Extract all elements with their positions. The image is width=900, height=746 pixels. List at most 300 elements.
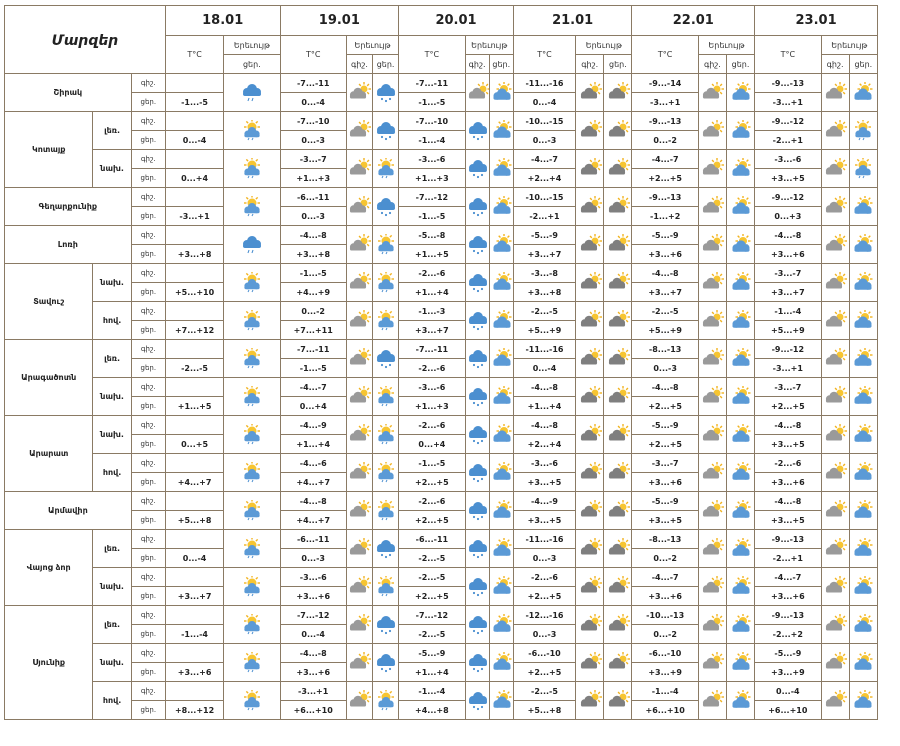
temp-cell: -1...-5: [399, 207, 465, 226]
temp-cell: -7...-10: [280, 112, 346, 131]
sun-rain-icon: [240, 652, 264, 671]
night-icon-cell: [346, 530, 372, 568]
table-row: [5, 226, 878, 245]
temp-cell-18: +5...+8: [165, 511, 223, 530]
day-icon-cell: [849, 264, 877, 302]
temp-cell: 0...-3: [513, 131, 575, 150]
temp-cell: +3...+6: [632, 587, 698, 606]
sun-cloud-icon: [490, 158, 514, 177]
night-icon-cell: [821, 264, 849, 302]
temp-cell: 0...-2: [280, 302, 346, 321]
temp-cell-18: +5...+10: [165, 283, 223, 302]
sun-rain-icon: [240, 386, 264, 405]
night-icon-cell: [346, 302, 372, 340]
sun-cloud-icon: [729, 462, 753, 481]
cloud-sun-icon: [700, 462, 724, 481]
night-icon-cell: [821, 226, 849, 264]
cloud-moon-icon: [606, 158, 630, 177]
day-icon-cell: [604, 150, 632, 188]
cloud-sun-icon: [700, 386, 724, 405]
period-label: գիշ.: [131, 226, 165, 245]
temp-cell: -9...-12: [755, 340, 821, 359]
day-icon-cell: [726, 112, 754, 150]
temp-cell-18: 0...+5: [165, 435, 223, 454]
temp-cell: +4...+7: [280, 511, 346, 530]
temp-cell: -8...-13: [632, 530, 698, 549]
cloud-moon-icon: [606, 310, 630, 329]
period-label: գիշ.: [131, 150, 165, 169]
temp-cell: -1...-4: [632, 682, 698, 701]
temp-cell: -2...-6: [399, 416, 465, 435]
temp-cell: -5...-8: [399, 226, 465, 245]
temp-cell: -2...-5: [399, 625, 465, 644]
cloud-sun-icon: [347, 82, 371, 101]
temp-cell: -4...-7: [513, 150, 575, 169]
temp-cell: 0...-3: [513, 549, 575, 568]
sun-cloud-icon: [729, 538, 753, 557]
night-icon-cell: [698, 226, 726, 264]
temp-cell: -4...-8: [755, 416, 821, 435]
night-icon-cell: [576, 188, 604, 226]
period-label: ցեր.: [131, 663, 165, 682]
night-icon-cell: [821, 644, 849, 682]
night-icon-cell: [821, 112, 849, 150]
temp-cell: -2...-5: [399, 549, 465, 568]
cloud-snow-icon: [466, 424, 490, 443]
zone-name: նախ.: [93, 150, 131, 188]
zone-name: նախ.: [93, 264, 131, 302]
cloud-snow-icon: [466, 614, 490, 633]
sun-rain-icon: [374, 386, 398, 405]
day-icon-cell: [849, 644, 877, 682]
sun-cloud-icon: [851, 386, 875, 405]
forecast-table: [4, 5, 878, 720]
day-icon-cell: [849, 416, 877, 454]
cloud-snow-icon: [466, 348, 490, 367]
table-row: [5, 74, 878, 93]
night-icon-cell: [346, 340, 372, 378]
cloud-moon-icon: [606, 614, 630, 633]
day-icon-cell: [726, 682, 754, 720]
temp-cell: -4...-7: [632, 150, 698, 169]
temp-cell-18: +3...+8: [165, 245, 223, 264]
temp-cell-18: [165, 302, 223, 321]
zone-name: նախ.: [93, 644, 131, 682]
cloud-sun-icon: [823, 538, 847, 557]
day-icon-cell: [489, 302, 513, 340]
temp-cell: +5...+9: [632, 321, 698, 340]
cloud-sun-icon: [347, 576, 371, 595]
sun-cloud-icon: [729, 614, 753, 633]
temp-cell: -2...-5: [513, 302, 575, 321]
day-icon-cell: [373, 606, 399, 644]
temp-cell-18: [165, 530, 223, 549]
temp-cell-18: [165, 340, 223, 359]
day-icon-cell: [489, 530, 513, 568]
cloud-rain-icon: [240, 234, 264, 253]
cloud-sun-icon: [347, 120, 371, 139]
temp-cell: 0...+3: [755, 207, 821, 226]
temp-cell-18: [165, 112, 223, 131]
region-name: Սյունիք: [5, 606, 93, 720]
night-icon-cell: [576, 644, 604, 682]
cloud-sun-icon: [347, 462, 371, 481]
sun-cloud-icon: [851, 500, 875, 519]
night-icon-cell: [698, 112, 726, 150]
sun-cloud-icon: [851, 652, 875, 671]
cloud-moon-icon: [606, 576, 630, 595]
night-icon-cell: [698, 606, 726, 644]
sun-rain-icon: [240, 614, 264, 633]
temp-cell: -6...-11: [280, 188, 346, 207]
zone-name: լեռ.: [93, 112, 131, 150]
zone-name: լեռ.: [93, 606, 131, 644]
temp-cell: 0...-2: [632, 549, 698, 568]
night-icon-cell: [465, 150, 489, 188]
night-icon-cell: [465, 302, 489, 340]
day-icon-cell: [849, 530, 877, 568]
cloud-snow-icon: [466, 234, 490, 253]
temp-cell: +1...+4: [399, 283, 465, 302]
day-icon-cell: [489, 112, 513, 150]
weather-icon-cell: [224, 416, 280, 454]
table-row: [5, 112, 878, 131]
cloud-sun-icon: [823, 462, 847, 481]
table-row: [5, 454, 878, 473]
sun-cloud-icon: [490, 348, 514, 367]
period-label: ցեր.: [131, 359, 165, 378]
temp-cell: +3...+9: [632, 663, 698, 682]
night-icon-cell: [346, 568, 372, 606]
temp-cell: 0...-4: [755, 682, 821, 701]
cloud-snow-icon: [374, 614, 398, 633]
temp-cell: +2...+5: [399, 587, 465, 606]
temp-cell: -1...-5: [280, 359, 346, 378]
cloud-snow-icon: [466, 538, 490, 557]
cloud-sun-icon: [700, 310, 724, 329]
temp-cell: -3...-6: [399, 150, 465, 169]
period-label: ցեր.: [131, 587, 165, 606]
night-icon-cell: [346, 492, 372, 530]
day-icon-cell: [604, 530, 632, 568]
temp-cell: -5...-9: [513, 226, 575, 245]
sun-cloud-icon: [490, 386, 514, 405]
temp-cell: -2...+2: [755, 625, 821, 644]
cloud-sun-icon: [347, 348, 371, 367]
sun-rain-icon: [240, 158, 264, 177]
temp-cell: -4...-8: [755, 226, 821, 245]
day-icon-cell: [849, 454, 877, 492]
temp-cell: +3...+6: [632, 245, 698, 264]
temp-cell: -3...-6: [755, 150, 821, 169]
zone-name: նախ.: [93, 416, 131, 454]
temp-cell: -3...+1: [755, 93, 821, 112]
night-icon-cell: [821, 606, 849, 644]
sun-cloud-icon: [490, 120, 514, 139]
day-icon-cell: [489, 568, 513, 606]
day-icon-cell: [373, 378, 399, 416]
temp-cell: -2...-6: [399, 492, 465, 511]
day-icon-cell: [849, 682, 877, 720]
temp-cell: -7...-11: [280, 340, 346, 359]
cloud-sun-icon: [347, 690, 371, 709]
temp-cell: +2...+5: [399, 511, 465, 530]
temp-cell: 0...+4: [280, 397, 346, 416]
temp-cell: 0...-4: [280, 93, 346, 112]
temp-cell: +4...+8: [399, 701, 465, 720]
temp-cell-18: +1...+5: [165, 397, 223, 416]
cloud-moon-icon: [578, 652, 602, 671]
temp-cell: +2...+4: [513, 435, 575, 454]
temp-cell: -12...-16: [513, 606, 575, 625]
night-icon-cell: [698, 416, 726, 454]
date-header-18: 18.01: [165, 6, 280, 36]
temp-cell-18: [165, 454, 223, 473]
cloud-sun-icon: [347, 310, 371, 329]
day-icon-cell: [373, 492, 399, 530]
temp-cell: -1...+2: [632, 207, 698, 226]
night-icon-cell: [465, 340, 489, 378]
cloud-moon-icon: [578, 272, 602, 291]
temp-cell-18: [165, 606, 223, 625]
cloud-sun-icon: [347, 234, 371, 253]
day-icon-cell: [604, 188, 632, 226]
night-icon-cell: [346, 188, 372, 226]
day-icon-cell: [604, 302, 632, 340]
temp-cell: +3...+5: [632, 511, 698, 530]
weather-icon-cell: [224, 112, 280, 150]
cloud-snow-icon: [466, 690, 490, 709]
temp-cell: +3...+6: [755, 245, 821, 264]
night-icon-cell: [698, 264, 726, 302]
temp-cell-18: -2...-5: [165, 359, 223, 378]
day-icon-cell: [849, 606, 877, 644]
temp-cell: -10...-13: [632, 606, 698, 625]
cloud-sun-icon: [823, 234, 847, 253]
cloud-sun-icon: [347, 272, 371, 291]
zone-name: նախ.: [93, 378, 131, 416]
day-icon-cell: [489, 644, 513, 682]
period-label: ցեր.: [131, 169, 165, 188]
period-label: գիշ.: [131, 682, 165, 701]
cloud-sun-icon: [700, 652, 724, 671]
night-icon-cell: [576, 378, 604, 416]
sun-cloud-icon: [851, 310, 875, 329]
night-icon-cell: [465, 454, 489, 492]
night-icon-cell: [821, 150, 849, 188]
temp-cell: -7...-11: [399, 74, 465, 93]
temp-header: T°C: [632, 36, 698, 74]
temp-cell: -3...-6: [399, 378, 465, 397]
temp-cell: +5...+9: [755, 321, 821, 340]
day-icon-cell: [849, 150, 877, 188]
temp-cell: 0...-3: [280, 207, 346, 226]
day-icon-cell: [489, 74, 513, 112]
night-icon-cell: [465, 188, 489, 226]
day-icon-cell: [489, 378, 513, 416]
temp-cell-18: 0...+4: [165, 169, 223, 188]
temp-cell: 0...-4: [513, 93, 575, 112]
period-label: գիշ.: [131, 644, 165, 663]
table-row: [5, 302, 878, 321]
temp-cell-18: [165, 644, 223, 663]
sun-cloud-icon: [729, 348, 753, 367]
day-icon-cell: [489, 264, 513, 302]
sun-cloud-icon: [729, 386, 753, 405]
period-label: գիշ.: [131, 112, 165, 131]
date-header-19: 19.01: [280, 6, 399, 36]
cloud-moon-icon: [606, 386, 630, 405]
cloud-sun-icon: [700, 614, 724, 633]
night-icon-cell: [821, 454, 849, 492]
sun-cloud-icon: [729, 690, 753, 709]
temp-cell: -2...-5: [513, 682, 575, 701]
night-icon-cell: [821, 74, 849, 112]
cloud-snow-icon: [374, 82, 398, 101]
temp-cell: -9...-13: [632, 112, 698, 131]
temp-cell: +4...+9: [280, 283, 346, 302]
day-icon-cell: [726, 74, 754, 112]
temp-cell: -3...-7: [280, 150, 346, 169]
night-icon-cell: [821, 568, 849, 606]
day-icon-cell: [373, 644, 399, 682]
temp-cell-18: +3...+7: [165, 587, 223, 606]
weather-icon-cell: [224, 264, 280, 302]
temp-cell-18: +8...+12: [165, 701, 223, 720]
night-icon-cell: [465, 568, 489, 606]
day-icon-cell: [489, 416, 513, 454]
temp-cell: +1...+3: [399, 169, 465, 188]
weather-icon-cell: [224, 226, 280, 264]
cloud-sun-icon: [823, 120, 847, 139]
cloud-sun-icon: [823, 386, 847, 405]
temp-cell: -9...-12: [755, 112, 821, 131]
cloud-sun-icon: [347, 196, 371, 215]
temp-cell: +1...+3: [280, 169, 346, 188]
night-icon-cell: [576, 340, 604, 378]
sun-cloud-icon: [729, 310, 753, 329]
date-header-22: 22.01: [632, 6, 755, 36]
sun-rain-icon: [240, 500, 264, 519]
temp-cell: 0...-3: [632, 359, 698, 378]
temp-cell: +3...+5: [755, 511, 821, 530]
night-icon-cell: [346, 378, 372, 416]
night-icon-cell: [465, 74, 489, 112]
cloud-moon-icon: [606, 196, 630, 215]
sun-cloud-icon: [851, 690, 875, 709]
night-icon-cell: [465, 416, 489, 454]
night-subheader: գիշ.: [465, 55, 489, 74]
temp-cell: -4...-8: [280, 492, 346, 511]
phenomena-header: Երեւույթ: [576, 36, 632, 55]
temp-cell: -4...-8: [280, 644, 346, 663]
temp-cell: +3...+5: [755, 169, 821, 188]
cloud-sun-icon: [823, 82, 847, 101]
temp-cell: +2...+5: [755, 397, 821, 416]
temp-cell: 0...-3: [280, 549, 346, 568]
temp-cell: -9...-13: [632, 188, 698, 207]
night-icon-cell: [346, 74, 372, 112]
temp-cell: +6...+10: [632, 701, 698, 720]
temp-cell: -9...-14: [632, 74, 698, 93]
temp-cell: +5...+9: [513, 321, 575, 340]
date-header-23: 23.01: [755, 6, 878, 36]
temp-header: T°C: [399, 36, 465, 74]
temp-cell: -1...-5: [399, 93, 465, 112]
sun-rain-icon: [240, 120, 264, 139]
day-icon-cell: [489, 606, 513, 644]
phenomena-header: Երեւույթ: [346, 36, 398, 55]
table-row: [5, 530, 878, 549]
day-icon-cell: [373, 454, 399, 492]
sun-rain-icon: [240, 462, 264, 481]
sun-cloud-icon: [729, 196, 753, 215]
table-row: [5, 340, 878, 359]
night-icon-cell: [576, 682, 604, 720]
day-icon-cell: [849, 188, 877, 226]
temp-cell: -8...-13: [632, 340, 698, 359]
period-label: ցեր.: [131, 93, 165, 112]
night-icon-cell: [698, 644, 726, 682]
night-icon-cell: [698, 150, 726, 188]
temp-cell-18: [165, 416, 223, 435]
cloud-snow-icon: [466, 196, 490, 215]
cloud-snow-icon: [466, 576, 490, 595]
table-row: [5, 416, 878, 435]
temp-cell: -3...-8: [513, 264, 575, 283]
cloud-sun-icon: [823, 500, 847, 519]
temp-header: T°C: [513, 36, 575, 74]
night-subheader: գիշ.: [821, 55, 849, 74]
day-icon-cell: [373, 530, 399, 568]
sun-cloud-icon: [851, 82, 875, 101]
period-label: ցեր.: [131, 511, 165, 530]
temp-cell: -9...-13: [755, 74, 821, 93]
cloud-moon-icon: [578, 576, 602, 595]
day-subheader: ցեր.: [224, 55, 280, 74]
sun-rain-icon: [374, 234, 398, 253]
temp-cell-18: +4...+7: [165, 473, 223, 492]
cloud-moon-icon: [578, 424, 602, 443]
period-label: ցեր.: [131, 245, 165, 264]
temp-cell: 0...-4: [513, 359, 575, 378]
temp-cell: -1...-4: [755, 302, 821, 321]
cloud-moon-icon: [606, 652, 630, 671]
temp-cell: +3...+5: [513, 473, 575, 492]
temp-cell: +3...+8: [280, 245, 346, 264]
day-icon-cell: [489, 340, 513, 378]
day-icon-cell: [604, 606, 632, 644]
sun-rain-icon: [851, 158, 875, 177]
temp-cell: -1...-5: [280, 264, 346, 283]
sun-rain-icon: [240, 196, 264, 215]
night-icon-cell: [821, 492, 849, 530]
sun-rain-icon: [240, 538, 264, 557]
phenomena-header: Երեւույթ: [224, 36, 280, 55]
cloud-moon-icon: [606, 538, 630, 557]
night-icon-cell: [576, 530, 604, 568]
zone-name: լեռ.: [93, 530, 131, 568]
sun-cloud-icon: [490, 652, 514, 671]
temp-cell: -5...-9: [755, 644, 821, 663]
cloud-snow-icon: [466, 158, 490, 177]
day-subheader: ցեր.: [849, 55, 877, 74]
night-subheader: գիշ.: [346, 55, 372, 74]
night-icon-cell: [576, 492, 604, 530]
day-icon-cell: [849, 226, 877, 264]
cloud-sun-icon: [700, 82, 724, 101]
temp-cell-18: -1...-5: [165, 93, 223, 112]
